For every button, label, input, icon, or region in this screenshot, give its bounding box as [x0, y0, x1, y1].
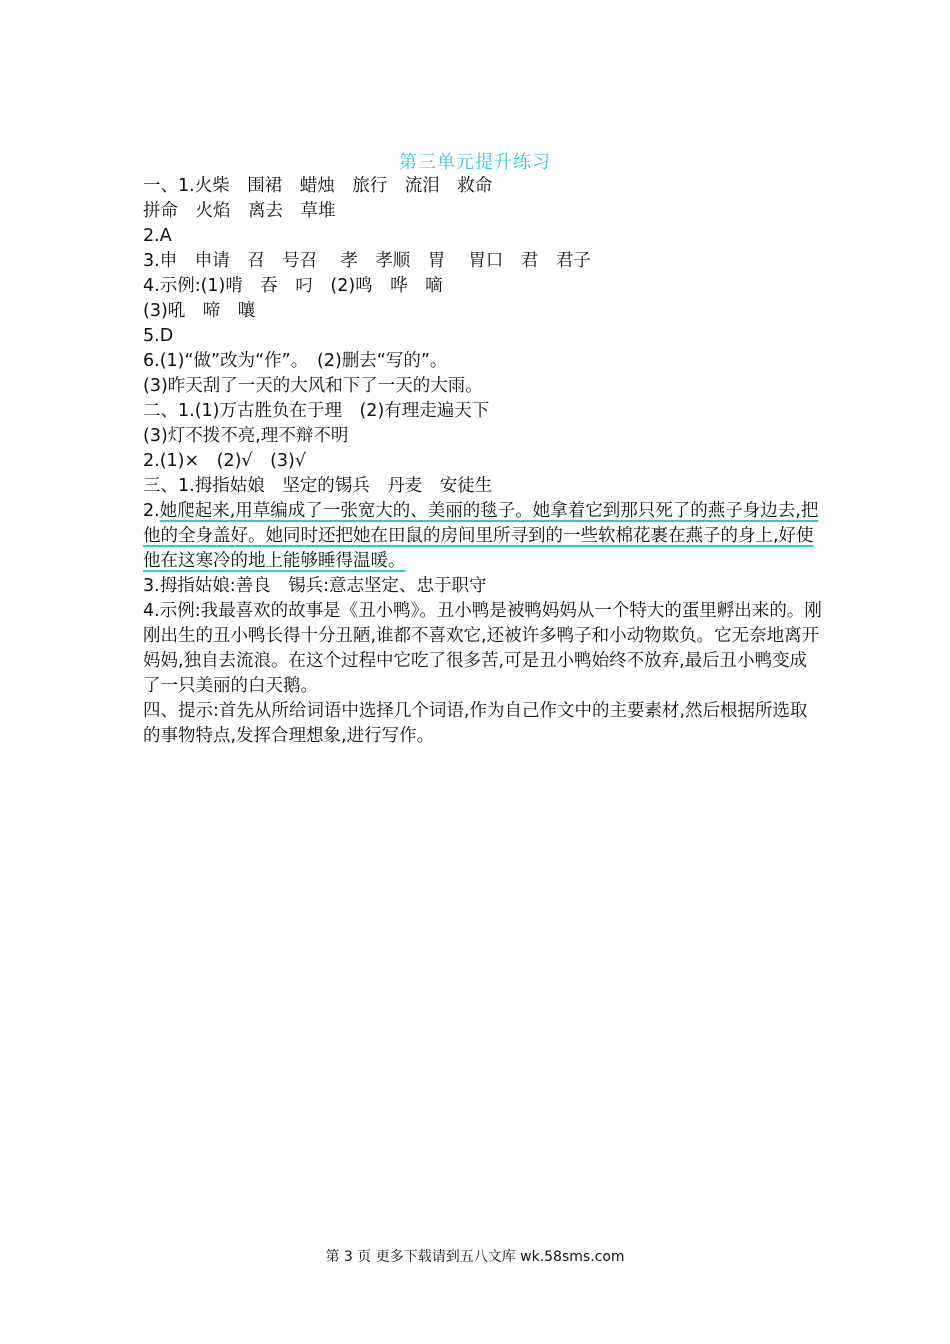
answer-line: 三、1.拇指姑娘 坚定的锡兵 丹麦 安徒生 — [143, 476, 493, 496]
answer-line: (3)吼 啼 嚷 — [143, 301, 256, 321]
page-footer: 第 3 页 更多下载请到五八文库 wk.58sms.com — [325, 1249, 625, 1265]
answer-line: 3.申 申请 召 号召 孝 孝顺 胃 胃口 君 君子 — [143, 251, 591, 271]
underlined-passage: 她爬起来,用草编成了一张宽大的、美丽的毯子。她拿着它到那只死了的燕子身边去,把他的全身盖好。她同时还把她在田鼠的房间里所寻到的一些软棉花裹在燕子的身上,好使他在这寒冷的地上能够睡得温暖。 — [143, 501, 819, 571]
answer-line: 一、1.火柴 围裙 蜡烛 旅行 流泪 救命 — [143, 176, 493, 196]
answer-line: (3)灯不拨不亮,理不辩不明 — [143, 426, 349, 446]
example-answer: 4.示例:我最喜欢的故事是《丑小鸭》。丑小鸭是被鸭妈妈从一个特大的蛋里孵出来的。刚刚出生的丑小鸭长得十分丑陋,谁都不喜欢它,还被许多鸭子和小动物欺负。它无奈地离开妈妈,独自去流浪。在这个过程中它吃了很多苦,可是丑小鸭始终不放弃,最后丑小鸭变成了一只美丽的白天鹅。 — [143, 601, 822, 696]
highlighted-answer — [143, 499, 823, 574]
answer-line: (3)昨天刮了一天的大风和下了一天的大雨。 — [143, 376, 483, 396]
answer-line: 拼命 火焰 离去 草堆 — [143, 201, 336, 221]
writing-hint: 四、提示:首先从所给词语中选择几个词语,作为自己作文中的主要素材,然后根据所选取的事物特点,发挥合理想象,进行写作。 — [143, 701, 808, 746]
answer-number: 2. — [143, 501, 160, 521]
answer-line: 5.D — [143, 326, 174, 346]
page-title: 第三单元提升练习 — [399, 152, 551, 173]
answer-content — [143, 174, 823, 749]
answer-line: 二、1.(1)万古胜负在于理 (2)有理走遍天下 — [143, 401, 490, 421]
answer-line: 6.(1)“做”改为“作”。 (2)删去“写的”。 — [143, 351, 448, 371]
answer-line: 3.拇指姑娘:善良 锡兵:意志坚定、忠于职守 — [143, 576, 487, 596]
answer-line: 2.(1)× (2)√ (3)√ — [143, 451, 307, 471]
answer-line: 2.A — [143, 226, 172, 246]
answer-line: 4.示例:(1)啃 吞 叼 (2)鸣 哗 嘀 — [143, 276, 443, 296]
